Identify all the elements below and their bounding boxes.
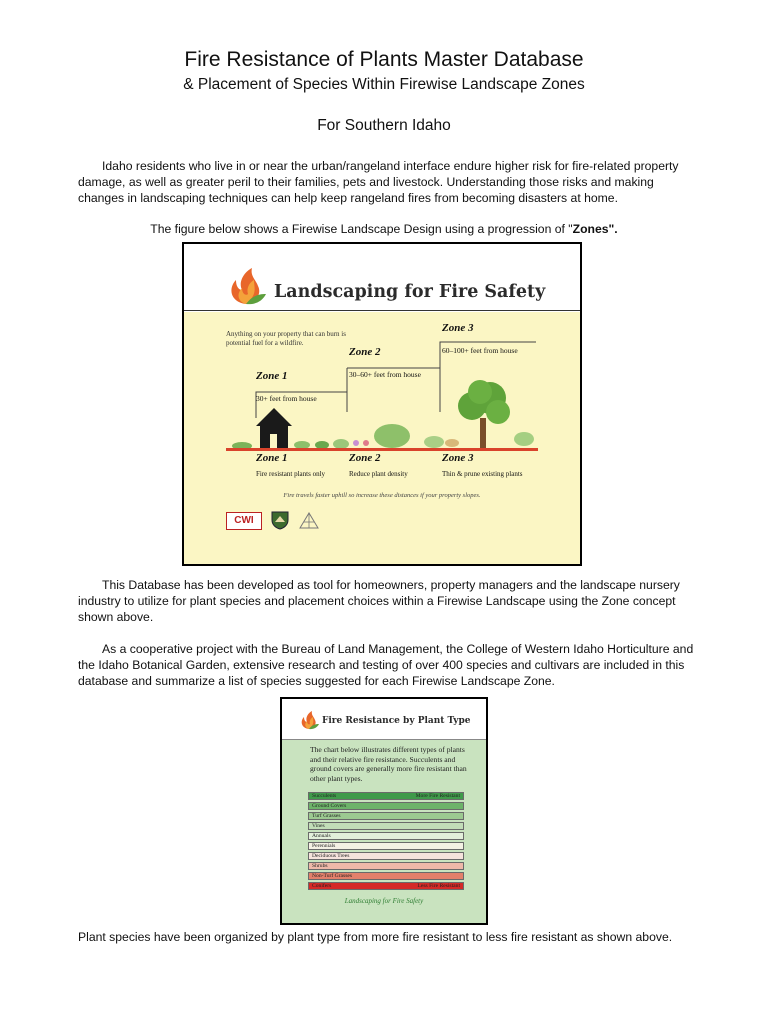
upper-zone-1-distance: 30+ feet from house [256, 394, 317, 403]
botanical-garden-logo-icon [298, 510, 320, 530]
house-icon [256, 408, 292, 448]
plant-type-label: Perennials [312, 842, 336, 849]
upper-zone-3-distance: 60–100+ feet from house [442, 346, 518, 355]
plant-type-row [308, 822, 464, 830]
plant-type-label: Succulents [312, 793, 337, 799]
lower-zone-3-name: Zone 3 [442, 452, 474, 464]
intro-paragraph: Idaho residents who live in or near the urban/rangeland interface endure higher risk for fire-related property damage, as well as greater peril to their families, pets and livestock. Understanding those risks and making changes in landscaping techniques can help keep rangeland fires from becoming disasters at home. [78, 159, 679, 206]
figure2-header [282, 699, 486, 740]
lower-zone-2-desc: Reduce plant density [349, 470, 408, 478]
figure-landscaping-fire-safety [182, 242, 582, 566]
upper-zone-2-name: Zone 2 [349, 346, 381, 358]
figure1-note: Anything on your property that can burn is potential fuel for a wildfire. [226, 330, 346, 347]
plant-type-label: Ground Covers [312, 802, 347, 809]
figure2-chart [282, 740, 486, 925]
plant-type-row [308, 802, 464, 810]
figure2-footer: Landscaping for Fire Safety [344, 897, 424, 905]
figure1-title: Landscaping for Fire Safety [274, 282, 546, 302]
lower-zone-1-name: Zone 1 [256, 452, 288, 464]
upper-zone-2-distance: 30–60+ feet from house [349, 370, 421, 379]
plant-type-label: Annuals [312, 832, 331, 839]
plant-type-row [308, 792, 464, 800]
plant-type-list [308, 792, 464, 892]
plant-type-row [308, 832, 464, 840]
plant-type-note: More Fire Resistant [415, 793, 460, 799]
upper-zone-3-name: Zone 3 [442, 322, 474, 334]
lower-zone-2-name: Zone 2 [349, 452, 381, 464]
figure2-title: Fire Resistance by Plant Type [322, 716, 471, 726]
plant-type-row [308, 882, 464, 890]
upper-zone-1-name: Zone 1 [256, 370, 288, 382]
figure1-diagram [184, 312, 580, 566]
figure-fire-resistance-by-plant-type [280, 697, 488, 925]
plant-type-row [308, 862, 464, 870]
cwi-logo: CWI [226, 512, 262, 530]
plant-type-row [308, 812, 464, 820]
plant-type-label: Deciduous Trees [312, 852, 350, 859]
figure2-intro: The chart below illustrates different types of plants and their relative fire resistance. Succulents and ground covers are generally more fire resistant than other plant types. [310, 745, 467, 783]
document-subtitle: & Placement of Species Within Firewise Landscape Zones [183, 76, 585, 93]
plant-type-row [308, 852, 464, 860]
ground-line [226, 448, 538, 451]
paragraph-cooperative-project: As a cooperative project with the Bureau of Land Management, the College of Western Idaho Horticulture and the Idaho Botanical Garden, extensive research and testing of over 400 species and cultivars are included in this database and summarize a list of species suggested for each Firewise Landscape Zone. [78, 642, 694, 689]
plant-type-row [308, 872, 464, 880]
lower-zone-3-desc: Thin & prune existing plants [442, 470, 523, 478]
document-title: Fire Resistance of Plants Master Database [184, 48, 584, 71]
flame-leaf-logo-icon [224, 266, 268, 306]
figure1-footnote: Fire travels faster uphill so increase these distances if your property slopes. [283, 492, 481, 499]
document-region: For Southern Idaho [317, 117, 451, 134]
tree-icon [458, 380, 510, 448]
plant-type-label: Conifers [312, 882, 332, 889]
plant-type-row [308, 842, 464, 850]
figure2-caption: Plant species have been organized by plant type from more fire resistant to less fire resistant as shown above. [78, 930, 673, 944]
lower-zone-1-desc: Fire resistant plants only [256, 470, 326, 478]
blm-logo-icon [270, 510, 290, 530]
plant-type-label: Vines [312, 822, 325, 829]
figure1-header [184, 244, 580, 311]
figure1-caption: The figure below shows a Firewise Landscape Design using a progression of "Zones". [150, 222, 618, 236]
plant-type-label: Turf Grasses [312, 812, 341, 819]
plant-type-note: Less Fire Resistant [417, 882, 460, 889]
flame-leaf-logo-icon [298, 709, 320, 731]
paragraph-database-purpose: This Database has been developed as tool for homeowners, property managers and the landscape nursery industry to utilize for plant species and placement choices within a Firewise Landscape using the Zone concept shown above. [78, 578, 680, 625]
plant-type-label: Non-Turf Grasses [312, 872, 353, 879]
plant-type-label: Shrubs [312, 862, 328, 869]
